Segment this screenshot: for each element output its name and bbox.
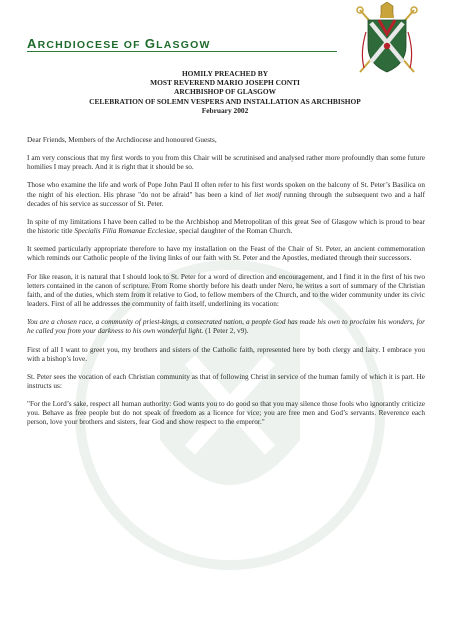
title-line-3: ARCHBISHOP OF GLASGOW xyxy=(174,87,276,97)
title-line-4: CELEBRATION OF SOLEMN VESPERS AND INSTALLATION AS ARCHBISHOP xyxy=(89,96,361,106)
paragraph: For like reason, it is natural that I should look to St. Peter for a word of direction and encouragement, and I find it in the first of his two letters contained in the canon of scripture. From Rome shortly before his death under Nero, he writes a sort of summary of the Christian faith, and of the duties, which stem from it relative to God, to fellow members of the Church, and to the wider community under its civic leaders. First of all he addresses the community of faith itself, underlining its vocation: xyxy=(27,272,425,309)
paragraph-quote: "For the Lord’s sake, respect all human authority: God wants you to do good so that you may silence those fools who ignorantly criticize you. Behave as free people but do not speak of freedom as a licence for vice; you are free men and God’s servants. Reverence each person, love your brothers and sisters, fear God and show respect to the emperor." xyxy=(27,400,425,427)
org-first-cap: A xyxy=(27,36,38,51)
italic-quote: You are a chosen race, a community of priest-kings, a consecrated nation, a people God has made his own to proclaim his wonders, for he called you from your darkness to his own wonderful light. xyxy=(27,318,425,336)
text-run: In spite of my limitations I have been called to be the Archbishop and Metropolitan of this great See of Glasgow which is proud to bear the historic title xyxy=(27,217,425,236)
paragraph xyxy=(27,218,425,236)
homily-title xyxy=(27,69,423,115)
text-run: Those who examine the life and work of Pope John Paul II often refer to his first words spoken on the balcony of St. Peter’s Basilica on the night of his election. His phrase "do not be afraid" has been a kind of xyxy=(27,181,425,199)
text-run: special daughter of the Roman Church. xyxy=(177,227,293,236)
title-date: February 2002 xyxy=(201,105,249,115)
scripture-quote xyxy=(27,318,425,336)
italic-phrase: Specialis Filia Romanae Ecclesiae, xyxy=(74,227,178,236)
scripture-reference: (1 Peter 2, v9). xyxy=(203,327,249,336)
org-second-cap: G xyxy=(144,36,157,51)
text-run: running through the subsequent two and a half decades of his service as successor of St. Peter. xyxy=(27,190,425,208)
homily-body xyxy=(27,136,425,437)
italic-phrase: liet motif xyxy=(254,190,282,199)
paragraph: I am very conscious that my first words to you from this Chair will be scrutinised and analysed rather more profoundly than some future homilies I may preach. And it is right that it should be so. xyxy=(27,154,425,172)
paragraph: First of all I want to greet you, my brothers and sisters of the Catholic faith, represented here by both clergy and laity. I embrace you with a bishop’s love. xyxy=(27,345,425,363)
title-line-2: MOST REVEREND MARIO JOSEPH CONTI xyxy=(150,78,300,88)
paragraph: It seemed particularly appropriate therefore to have my installation on the Feast of the Chair of St. Peter, an ancient commemoration which reminds our Catholic people of the living links of our faith with St. Peter and the Apostles, mediated through their successors. xyxy=(27,245,425,263)
paragraph xyxy=(27,181,425,208)
paragraph: St. Peter sees the vocation of each Christian community as that of following Christ in service of the human family of which it is part. He instructs us: xyxy=(27,372,425,390)
header-rule xyxy=(27,51,337,52)
org-first-rest: RCHDIOCESE OF xyxy=(37,39,145,51)
organization-name xyxy=(27,36,211,51)
title-line-1: HOMILY PREACHED BY xyxy=(181,69,269,78)
org-second-rest: LASGOW xyxy=(156,39,211,51)
paragraph-greeting: Dear Friends, Members of the Archdiocese and honoured Guests, xyxy=(27,136,217,144)
